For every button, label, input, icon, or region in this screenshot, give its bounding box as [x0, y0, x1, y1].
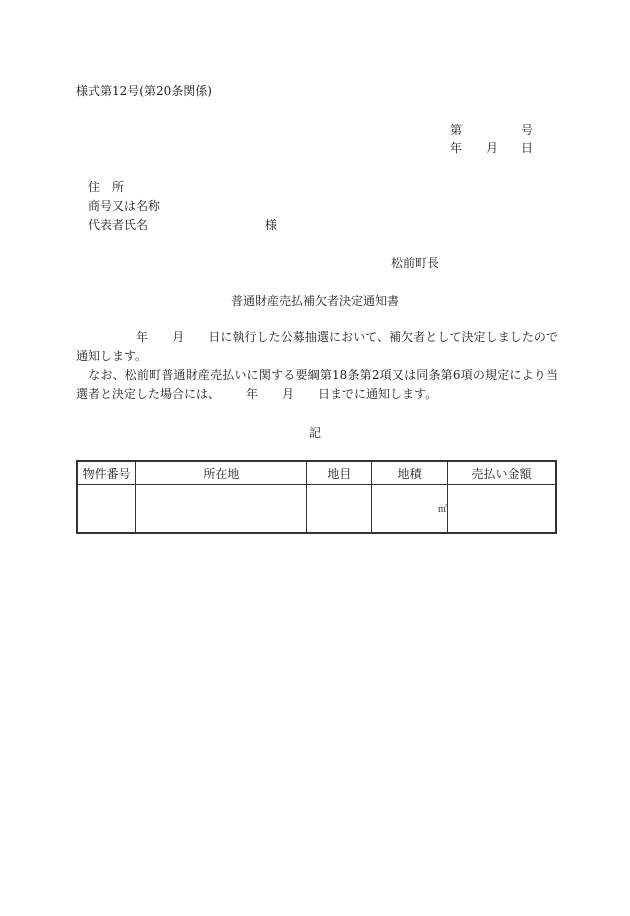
- property-table: [76, 460, 557, 534]
- date-year-label: 年: [450, 141, 463, 155]
- header-location: 所在地: [136, 461, 307, 485]
- recipient-address-label: 住 所: [88, 180, 125, 194]
- cell-sale-price: [447, 485, 556, 534]
- header-land-area: 地積: [372, 461, 448, 485]
- sender-name: 松前町長: [391, 256, 440, 270]
- table-header-row: [77, 461, 556, 485]
- p2-text: なお、松前町普通財産売払いに関する要綱第18条第2項又は同条第6項の規定により当選者と決定した場合には、: [76, 368, 558, 401]
- ki-heading: 記: [308, 426, 321, 440]
- table-row: [77, 485, 556, 534]
- cell-location: [136, 485, 307, 534]
- header-property-number: 物件番号: [77, 461, 136, 485]
- recipient-honorific: 様: [265, 218, 278, 232]
- area-unit: ㎡: [437, 505, 447, 515]
- p1-text: 日に執行した公募抽選において、補欠者として決定しましたので通知します。: [76, 330, 558, 363]
- body-paragraph-2: [76, 366, 558, 404]
- recipient-trade-name-label: 商号又は名称: [88, 199, 161, 213]
- date-day-label: 日: [521, 141, 534, 155]
- form-number: 様式第12号(第20条関係): [76, 84, 212, 98]
- p1-year-label: 年: [136, 330, 149, 344]
- date-month-label: 月: [486, 141, 499, 155]
- body-paragraph-1: [76, 328, 558, 366]
- cell-land-area: [372, 485, 448, 534]
- header-sale-price: 売払い金額: [447, 461, 556, 485]
- notice-number-suffix: 号: [521, 123, 534, 137]
- p2-month-label: 月: [282, 387, 295, 401]
- cell-property-number: [77, 485, 136, 534]
- recipient-representative-label: 代表者氏名: [88, 218, 149, 232]
- cell-land-category: [307, 485, 372, 534]
- p2-year-label: 年: [246, 387, 259, 401]
- p1-month-label: 月: [172, 330, 185, 344]
- notice-number-prefix: 第: [450, 123, 463, 137]
- document-title: 普通財産売払補欠者決定通知書: [230, 294, 399, 308]
- p2-end-text: 日までに通知します。: [318, 387, 438, 401]
- header-land-category: 地目: [307, 461, 372, 485]
